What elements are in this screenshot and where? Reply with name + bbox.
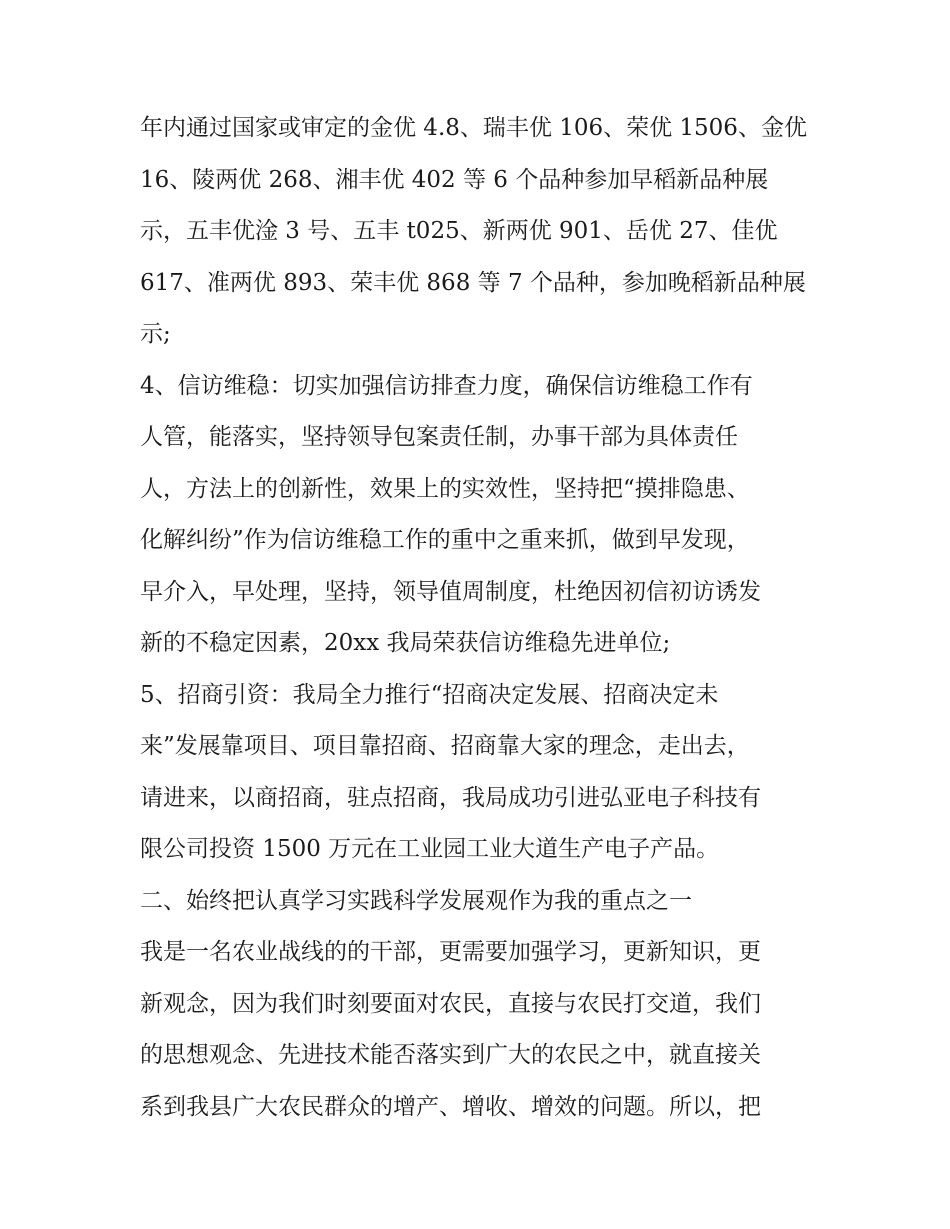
text-line: 我是一名农业战线的的干部，更需要加强学习，更新知识，更 [140, 939, 761, 965]
text-line: 4、信访维稳：切实加强信访排查力度，确保信访维稳工作有 [140, 372, 753, 399]
document-body [140, 103, 830, 1133]
text-line: 5、招商引资：我局全力推行“招商决定发展、招商决定未 [140, 681, 719, 708]
text-line: 示，五丰优淦 3 号、五丰 t025、新两优 901、岳优 27、佳优 [140, 218, 778, 244]
text-line: 人，方法上的创新性，效果上的实效性，坚持把“摸排隐患、 [140, 475, 750, 502]
text-line: 限公司投资 1500 万元在工业园工业大道生产电子产品。 [140, 836, 720, 862]
text-line: 人管，能落实，坚持领导包案责任制，办事干部为具体责任 [140, 424, 738, 450]
section-heading: 二、始终把认真学习实践科学发展观作为我的重点之一 [140, 887, 692, 914]
text-line: 请进来，以商招商，驻点招商，我局成功引进弘亚电子科技有 [140, 784, 761, 811]
text-line: 系到我县广大农民群众的增产、增收、增效的问题。所以，把 [140, 1093, 761, 1120]
text-line: 新的不稳定因素，20xx 我局荣获信访维稳先进单位; [140, 630, 671, 656]
text-line: 化解纠纷”作为信访维稳工作的重中之重来抓，做到早发现， [140, 527, 750, 553]
text-line: 新观念，因为我们时刻要面对农民，直接与农民打交道，我们 [140, 990, 761, 1017]
text-line: 来”发展靠项目、项目靠招商、招商靠大家的理念，走出去， [140, 733, 750, 759]
text-line: 的思想观念、先进技术能否落实到广大的农民之中，就直接关 [140, 1042, 761, 1068]
text-line: 早介入，早处理，坚持，领导值周制度，杜绝因初信初访诱发 [140, 578, 761, 605]
text-line: 617、准两优 893、荣丰优 868 等 7 个品种，参加晚稻新品种展 [140, 269, 806, 296]
text-line: 年内通过国家或审定的金优 4.8、瑞丰优 106、荣优 1506、金优 [140, 115, 807, 141]
text-line: 16、陵两优 268、湘丰优 402 等 6 个品种参加早稻新品种展 [140, 166, 769, 193]
text-line: 示; [140, 321, 171, 347]
